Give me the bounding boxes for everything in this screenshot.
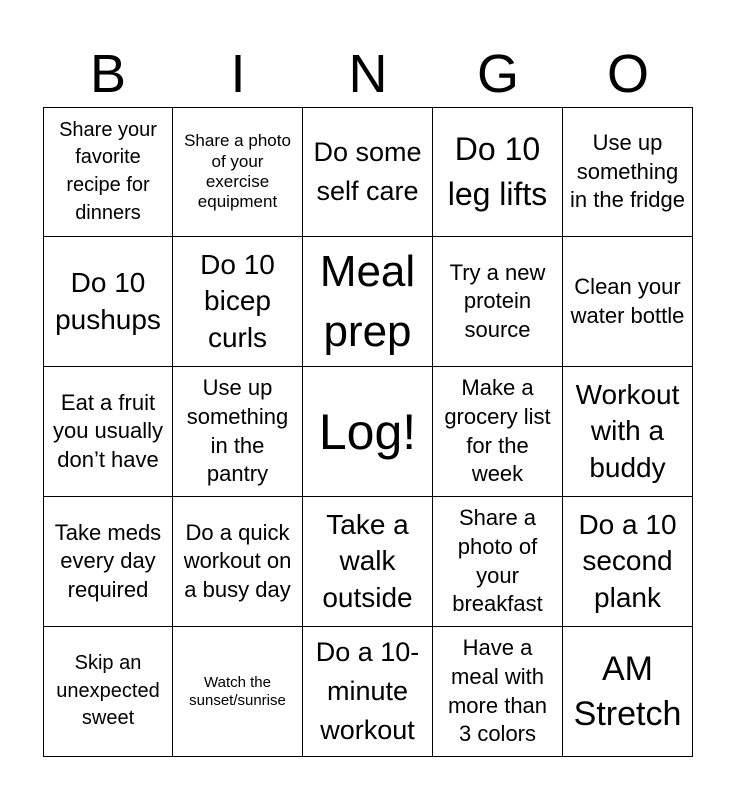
bingo-cell[interactable] (433, 237, 563, 367)
cell-text: AM Stretch (573, 650, 682, 733)
bingo-cell[interactable] (433, 367, 563, 497)
bingo-cell[interactable] (173, 367, 303, 497)
cell-text: Try a new protein source (449, 259, 546, 342)
bingo-cell[interactable] (43, 107, 173, 237)
header-letter-n: N (348, 44, 388, 104)
cell-text: Do a 10 second plank (578, 508, 677, 613)
bingo-cell[interactable] (43, 627, 173, 757)
cell-text: Do 10 leg lifts (447, 131, 548, 212)
header-letter-b: B (89, 44, 127, 104)
bingo-cell[interactable] (303, 107, 433, 237)
bingo-cell[interactable] (173, 237, 303, 367)
bingo-cell[interactable] (303, 497, 433, 627)
cell-text: Use up something in the pantry (186, 375, 289, 487)
cell-text: Share a photo of your breakfast (452, 505, 543, 617)
bingo-cell[interactable] (563, 367, 693, 497)
cell-text: Do a 10-minute workout (315, 636, 420, 746)
bingo-cell[interactable] (173, 627, 303, 757)
cell-text: Do 10 bicep curls (200, 248, 275, 353)
cell-text: Eat a fruit you usually don’t have (52, 389, 164, 472)
cell-text: Do some self care (313, 136, 422, 206)
cell-text: Have a meal with more than 3 colors (447, 635, 548, 747)
cell-text: Take meds every day required (54, 519, 162, 602)
bingo-cell[interactable] (43, 367, 173, 497)
cell-text: Workout with a buddy (575, 378, 680, 483)
bingo-cell[interactable] (563, 497, 693, 627)
bingo-header (43, 40, 693, 108)
header-letter-g: G (476, 44, 519, 104)
cell-text: Make a grocery list for the week (444, 375, 551, 487)
bingo-cell[interactable] (563, 107, 693, 237)
cell-text: Skip an unexpected sweet (56, 652, 160, 730)
bingo-cell[interactable] (433, 627, 563, 757)
bingo-cell[interactable] (173, 107, 303, 237)
cell-text: Watch the sunset/sunrise (189, 673, 286, 709)
bingo-cell[interactable] (303, 367, 433, 497)
bingo-cell[interactable] (303, 627, 433, 757)
cell-text: Share a photo of your exercise equipment (184, 131, 291, 212)
bingo-cell[interactable] (433, 107, 563, 237)
cell-text: Do 10 pushups (55, 267, 161, 335)
cell-text: Take a walk outside (322, 508, 413, 613)
bingo-grid (43, 107, 693, 757)
header-letter-i: I (230, 44, 246, 104)
bingo-cell[interactable] (173, 497, 303, 627)
cell-text: Use up something in the fridge (570, 130, 685, 213)
header-letter-o: O (606, 44, 649, 104)
bingo-cell[interactable] (563, 237, 693, 367)
bingo-cell[interactable] (43, 237, 173, 367)
cell-text: Log! (318, 403, 417, 460)
bingo-cell[interactable] (303, 237, 433, 367)
bingo-cell[interactable] (43, 497, 173, 627)
cell-text: Do a quick workout on a busy day (183, 519, 292, 602)
cell-text: Meal prep (319, 247, 416, 356)
cell-text: Share your favorite recipe for dinners (59, 118, 157, 224)
bingo-cell[interactable] (563, 627, 693, 757)
cell-text: Clean your water bottle (570, 273, 685, 328)
bingo-cell[interactable] (433, 497, 563, 627)
